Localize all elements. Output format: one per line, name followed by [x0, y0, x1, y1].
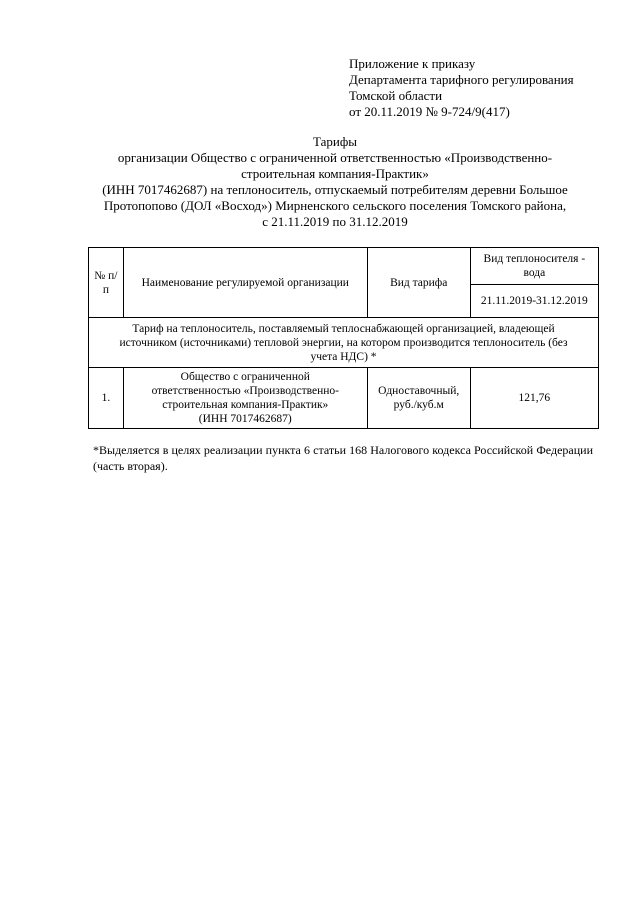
document-title: Тарифы [312, 134, 357, 149]
table-row [89, 368, 599, 429]
document-heading [70, 134, 600, 230]
heading-period: с 21.11.2019 по 31.12.2019 [262, 214, 408, 229]
header-coolant-type: Вид теплоносителя - вода [470, 248, 598, 285]
row-org-inn: (ИНН 7017462687) [198, 413, 292, 425]
heading-line: строительная компания-Практик» [241, 166, 429, 181]
heading-line: Протопопово (ДОЛ «Восход») Мирненского сельского поселения Томского района, [103, 198, 567, 213]
header-org: Наименование регулируемой организации [123, 248, 367, 318]
row-tariff-line: Одноставочный, [378, 385, 460, 397]
row-value: 121,76 [470, 368, 598, 429]
row-org-line: строительная компания-Практик» [162, 399, 329, 411]
header-num: № п/п [89, 248, 124, 318]
header-tariff-type: Вид тарифа [367, 248, 470, 318]
appendix-line: Приложение к приказу [349, 56, 476, 71]
tariff-table [88, 247, 599, 429]
heading-line: организации Общество с ограниченной ответственностью «Производственно- [117, 150, 553, 165]
section-caption: Тариф на теплоноситель, поставляемый теплоснабжающей организацией, владеющей источником (источниками) тепловой энергии, на котором производится теплоноситель (без учета НДС) * [89, 318, 599, 368]
heading-line: (ИНН 7017462687) на теплоноситель, отпускаемый потребителям деревни Большое [102, 182, 568, 197]
row-num: 1. [89, 368, 124, 429]
row-tariff-type [367, 368, 470, 429]
footnote: *Выделяется в целях реализации пункта 6 статьи 168 Налогового кодекса Российской Федерации (часть вторая). [93, 443, 593, 473]
appendix-date: от 20.11.2019 № 9-724/9(417) [349, 104, 510, 119]
row-org [123, 368, 367, 429]
row-tariff-unit: руб./куб.м [393, 399, 444, 411]
header-period: 21.11.2019-31.12.2019 [470, 285, 598, 318]
appendix-line: Департамента тарифного регулирования [349, 72, 574, 87]
appendix-line: Томской области [349, 88, 443, 103]
row-org-line: Общество с ограниченной [180, 371, 310, 383]
appendix-block [349, 56, 574, 120]
row-org-line: ответственностью «Производственно- [151, 385, 339, 397]
